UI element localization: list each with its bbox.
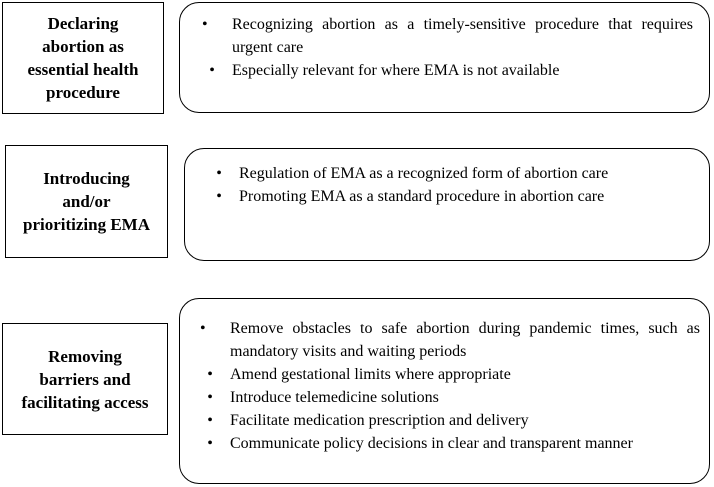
list-item bbox=[200, 317, 700, 363]
label-text bbox=[23, 167, 150, 236]
bullet-list bbox=[209, 162, 699, 208]
label-box-removing-barriers bbox=[2, 323, 168, 435]
list-item bbox=[209, 162, 699, 185]
content-box-introducing-ema bbox=[184, 148, 710, 261]
label-line: Removing bbox=[48, 346, 122, 366]
bullet-icon: • bbox=[207, 366, 213, 383]
content-box-removing-barriers bbox=[179, 298, 710, 484]
bullet-icon: • bbox=[207, 389, 213, 406]
bullet-icon: • bbox=[216, 188, 222, 205]
bullet-icon: • bbox=[207, 412, 213, 429]
list-item bbox=[200, 386, 700, 409]
list-item bbox=[200, 409, 700, 432]
bullet-text: Recognizing abortion as a timely-sensitive procedure that requires urgent care bbox=[232, 16, 693, 56]
bullet-icon: • bbox=[202, 16, 208, 33]
label-line: barriers and bbox=[39, 369, 131, 389]
list-item bbox=[202, 59, 693, 82]
label-box-introducing-ema bbox=[5, 145, 168, 258]
label-line: facilitating access bbox=[21, 392, 149, 412]
label-line: abortion as bbox=[42, 37, 124, 56]
list-item bbox=[209, 185, 699, 208]
bullet-text: Regulation of EMA as a recognized form of abortion care bbox=[239, 165, 609, 182]
label-line: prioritizing EMA bbox=[22, 215, 150, 234]
list-item bbox=[202, 13, 693, 59]
label-text bbox=[28, 12, 139, 104]
bullet-text: Promoting EMA as a standard procedure in abortion care bbox=[239, 188, 605, 205]
list-item bbox=[200, 432, 700, 455]
label-text bbox=[22, 345, 149, 414]
bullet-text: Especially relevant for where EMA is not available bbox=[232, 62, 560, 79]
bullet-text: Facilitate medication prescription and delivery bbox=[230, 412, 529, 429]
label-line: procedure bbox=[46, 83, 120, 102]
label-line: Declaring bbox=[47, 14, 119, 33]
bullet-text: Communicate policy decisions in clear and transparent manner bbox=[230, 435, 633, 452]
content-box-declaring-abortion bbox=[179, 2, 710, 113]
bullet-icon: • bbox=[216, 165, 222, 182]
label-line: Introducing bbox=[43, 169, 130, 188]
bullet-list bbox=[200, 317, 700, 455]
bullet-icon: • bbox=[207, 435, 213, 452]
bullet-icon: • bbox=[200, 320, 206, 337]
bullet-text: Remove obstacles to safe abortion during pandemic times, such as mandatory visits and waiting periods bbox=[230, 320, 700, 360]
label-line: and/or bbox=[62, 192, 111, 211]
bullet-list bbox=[202, 13, 693, 82]
list-item bbox=[200, 363, 700, 386]
bullet-text: Amend gestational limits where appropriate bbox=[230, 366, 511, 383]
label-box-declaring-abortion bbox=[2, 2, 164, 114]
bullet-icon: • bbox=[209, 62, 215, 79]
label-line: essential health bbox=[27, 60, 139, 79]
bullet-text: Introduce telemedicine solutions bbox=[230, 389, 439, 406]
